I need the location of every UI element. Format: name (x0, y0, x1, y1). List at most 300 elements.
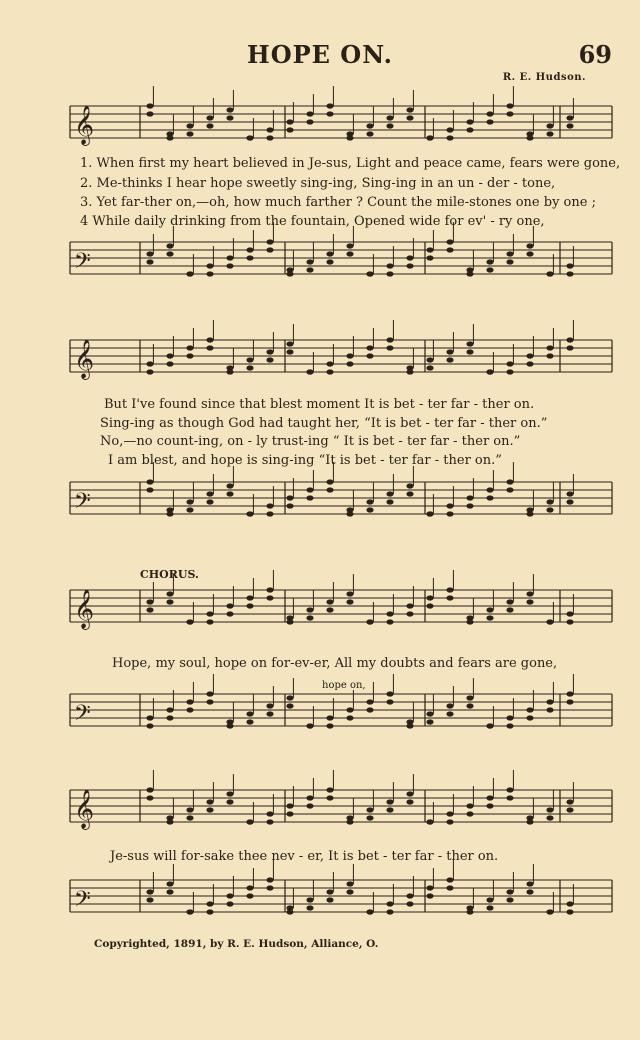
note-head (446, 503, 453, 508)
note-head (306, 111, 313, 116)
note-head (286, 619, 293, 624)
note-head (146, 787, 153, 792)
note-head (306, 119, 313, 124)
note-head (186, 131, 193, 136)
note-head (526, 599, 533, 604)
note-head (246, 711, 253, 716)
note-head (486, 897, 493, 902)
note-head (526, 243, 533, 248)
note-head (506, 787, 513, 792)
verse-2-line-2: Sing-ing as though God had taught her, “It is bet - ter far - ther on.” (100, 416, 548, 431)
note-head (526, 251, 533, 256)
note-head (406, 603, 413, 608)
treble-clef-icon: 𝄞 (74, 789, 95, 829)
bass-clef-icon: 𝄢 (74, 249, 91, 279)
note-head (286, 341, 293, 346)
final-bass-staff (0, 874, 640, 934)
note-head (186, 707, 193, 712)
note-head (546, 123, 553, 128)
note-head (546, 507, 553, 512)
note-head (226, 901, 233, 906)
note-head (566, 123, 573, 128)
note-head (386, 271, 393, 276)
note-head (326, 111, 333, 116)
note-head (426, 135, 433, 140)
note-head (406, 255, 413, 260)
note-head (306, 259, 313, 264)
note-head (166, 599, 173, 604)
note-head (306, 795, 313, 800)
note-head (326, 897, 333, 902)
note-head (426, 255, 433, 260)
note-head (446, 595, 453, 600)
note-head (146, 103, 153, 108)
note-head (326, 487, 333, 492)
chorus-treble-staff (0, 584, 640, 644)
note-head (406, 611, 413, 616)
note-head (566, 901, 573, 906)
note-head (146, 251, 153, 256)
note-head (506, 259, 513, 264)
note-head (206, 263, 213, 268)
note-head (146, 897, 153, 902)
note-head (346, 135, 353, 140)
note-head (546, 699, 553, 704)
note-head (206, 799, 213, 804)
note-head (146, 259, 153, 264)
note-head (266, 239, 273, 244)
note-head (306, 905, 313, 910)
note-head (426, 603, 433, 608)
treble-clef-icon: 𝄞 (74, 105, 95, 145)
note-head (566, 337, 573, 342)
note-head (346, 881, 353, 886)
note-head (406, 263, 413, 268)
note-head (506, 723, 513, 728)
bass-clef-icon: 𝄢 (74, 489, 91, 519)
note-head (226, 369, 233, 374)
note-head (226, 115, 233, 120)
note-head (386, 263, 393, 268)
note-head (466, 119, 473, 124)
note-head (366, 619, 373, 624)
note-head (306, 369, 313, 374)
note-head (326, 599, 333, 604)
bass-clef-icon: 𝄢 (74, 887, 91, 917)
note-head (426, 893, 433, 898)
note-head (246, 719, 253, 724)
note-head (166, 135, 173, 140)
note-head (266, 703, 273, 708)
note-head (566, 691, 573, 696)
note-head (346, 591, 353, 596)
note-head (226, 603, 233, 608)
note-head (166, 251, 173, 256)
note-head (206, 345, 213, 350)
note-head (366, 499, 373, 504)
note-head (206, 337, 213, 342)
note-head (426, 357, 433, 362)
note-head (526, 361, 533, 366)
note-head (326, 103, 333, 108)
note-head (286, 271, 293, 276)
verse-1-line-1: 1. When first my heart believed in Je-sus, Light and peace came, fears were gone, (80, 156, 621, 171)
note-head (286, 803, 293, 808)
note-head (186, 123, 193, 128)
note-head (366, 699, 373, 704)
note-head (326, 479, 333, 484)
note-head (146, 715, 153, 720)
note-head (266, 247, 273, 252)
note-head (546, 807, 553, 812)
chorus-line-2: Je-sus will for-sake thee nev - er, It is bet - ter far - ther on. (110, 849, 499, 864)
note-head (506, 103, 513, 108)
note-head (466, 271, 473, 276)
note-head (186, 807, 193, 812)
note-head (206, 491, 213, 496)
system-2-treble-staff (0, 334, 640, 394)
note-head (486, 111, 493, 116)
note-head (526, 591, 533, 596)
note-head (546, 909, 553, 914)
note-head (246, 365, 253, 370)
note-head (346, 707, 353, 712)
chorus-label: CHORUS. (140, 568, 199, 581)
note-head (546, 353, 553, 358)
chorus-line-1: Hope, my soul, hope on for-ev-er, All my doubts and fears are gone, (112, 656, 558, 671)
note-head (566, 909, 573, 914)
note-head (526, 881, 533, 886)
note-head (146, 599, 153, 604)
note-head (486, 795, 493, 800)
note-head (346, 819, 353, 824)
composer-credit: R. E. Hudson. (502, 72, 586, 83)
note-head (526, 889, 533, 894)
note-head (506, 111, 513, 116)
note-head (446, 703, 453, 708)
note-head (266, 819, 273, 824)
note-head (446, 511, 453, 516)
note-head (386, 123, 393, 128)
note-head (506, 897, 513, 902)
note-head (486, 119, 493, 124)
note-head (546, 815, 553, 820)
note-head (146, 723, 153, 728)
note-head (466, 503, 473, 508)
note-head (186, 619, 193, 624)
note-head (306, 897, 313, 902)
note-head (386, 115, 393, 120)
note-head (246, 885, 253, 890)
system-2-bass-staff (0, 476, 640, 536)
note-head (146, 795, 153, 800)
bass-clef-icon: 𝄢 (74, 701, 91, 731)
note-head (286, 703, 293, 708)
final-treble-staff (0, 784, 640, 844)
verse-3-line-2: No,—no count-ing, on - ly trust-ing “ It is bet - ter far - ther on.” (100, 434, 521, 449)
verse-3-line-1: 3. Yet far-ther on,—oh, how much farther ? Count the mile-stones one by one ; (80, 195, 596, 210)
note-head (206, 691, 213, 696)
note-head (166, 881, 173, 886)
note-head (466, 495, 473, 500)
note-head (226, 263, 233, 268)
note-head (246, 247, 253, 252)
note-head (486, 495, 493, 500)
note-head (386, 611, 393, 616)
note-head (406, 115, 413, 120)
note-head (526, 353, 533, 358)
note-head (186, 507, 193, 512)
note-head (506, 795, 513, 800)
note-head (526, 819, 533, 824)
note-head (466, 909, 473, 914)
note-head (466, 127, 473, 132)
note-head (306, 607, 313, 612)
note-head (206, 271, 213, 276)
note-head (326, 889, 333, 894)
note-head (266, 885, 273, 890)
note-head (546, 499, 553, 504)
note-head (566, 619, 573, 624)
note-head (426, 365, 433, 370)
note-head (166, 889, 173, 894)
note-head (266, 135, 273, 140)
note-head (206, 123, 213, 128)
note-head (566, 263, 573, 268)
note-head (446, 349, 453, 354)
note-head (286, 349, 293, 354)
copyright-notice: Copyrighted, 1891, by R. E. Hudson, Alliance, O. (94, 938, 379, 950)
note-head (486, 615, 493, 620)
note-head (546, 707, 553, 712)
note-head (306, 803, 313, 808)
note-head (206, 115, 213, 120)
note-head (206, 499, 213, 504)
note-head (206, 807, 213, 812)
note-head (226, 791, 233, 796)
note-head (266, 127, 273, 132)
system-1-bass-staff (0, 236, 640, 296)
note-head (346, 243, 353, 248)
note-head (446, 357, 453, 362)
note-head (186, 271, 193, 276)
note-head (346, 889, 353, 894)
note-head (566, 699, 573, 704)
note-head (366, 707, 373, 712)
note-head (506, 599, 513, 604)
note-head (486, 259, 493, 264)
note-head (406, 791, 413, 796)
note-head (406, 901, 413, 906)
note-head (386, 345, 393, 350)
note-head (186, 353, 193, 358)
verse-2-line-1: 2. Me-thinks I hear hope sweetly sing-ing, Sing-ing in an un - der - tone, (80, 176, 556, 191)
note-head (346, 353, 353, 358)
note-head (346, 251, 353, 256)
note-head (286, 695, 293, 700)
note-head (266, 357, 273, 362)
note-head (186, 499, 193, 504)
note-head (486, 369, 493, 374)
note-head (486, 487, 493, 492)
note-head (186, 909, 193, 914)
note-head (246, 603, 253, 608)
note-head (226, 799, 233, 804)
note-head (386, 691, 393, 696)
note-head (506, 369, 513, 374)
note-head (386, 901, 393, 906)
note-head (286, 495, 293, 500)
treble-clef-icon: 𝄞 (74, 339, 95, 379)
note-head (166, 715, 173, 720)
note-head (366, 271, 373, 276)
note-head (406, 369, 413, 374)
note-head (486, 803, 493, 808)
page-number: 69 (578, 40, 612, 69)
note-head (466, 695, 473, 700)
note-head (226, 491, 233, 496)
note-head (566, 611, 573, 616)
verse-1-line-2: But I've found since that blest moment It is bet - ter far - ther on. (104, 397, 535, 412)
note-head (246, 255, 253, 260)
note-head (386, 807, 393, 812)
note-head (466, 349, 473, 354)
note-head (206, 901, 213, 906)
note-head (466, 619, 473, 624)
note-head (326, 361, 333, 366)
note-head (166, 243, 173, 248)
note-head (266, 349, 273, 354)
note-head (426, 511, 433, 516)
note-head (226, 723, 233, 728)
note-head (166, 819, 173, 824)
note-head (506, 607, 513, 612)
note-head (426, 719, 433, 724)
note-head (286, 119, 293, 124)
note-head (406, 799, 413, 804)
note-head (526, 707, 533, 712)
note-head (446, 711, 453, 716)
note-head (286, 127, 293, 132)
note-head (206, 699, 213, 704)
hymn-title: HOPE ON. (247, 40, 393, 69)
note-head (406, 107, 413, 112)
note-head (346, 599, 353, 604)
note-head (326, 787, 333, 792)
note-head (386, 619, 393, 624)
note-head (566, 345, 573, 350)
note-head (386, 337, 393, 342)
note-head (306, 615, 313, 620)
note-head (186, 345, 193, 350)
note-head (446, 239, 453, 244)
bass-cue-text: hope on, (322, 680, 366, 691)
note-head (506, 251, 513, 256)
note-head (226, 107, 233, 112)
note-head (166, 353, 173, 358)
note-head (366, 353, 373, 358)
note-head (446, 877, 453, 882)
note-head (166, 511, 173, 516)
note-head (446, 127, 453, 132)
note-head (446, 819, 453, 824)
chorus-bass-staff (0, 688, 640, 748)
note-head (486, 607, 493, 612)
note-head (266, 503, 273, 508)
note-head (226, 611, 233, 616)
note-head (146, 111, 153, 116)
note-head (366, 507, 373, 512)
note-head (166, 591, 173, 596)
note-head (166, 707, 173, 712)
verse-4-line-2: I am blest, and hope is sing-ing “It is bet - ter far - ther on.” (108, 453, 502, 468)
note-head (446, 135, 453, 140)
note-head (506, 889, 513, 894)
note-head (326, 715, 333, 720)
note-head (486, 267, 493, 272)
note-head (326, 369, 333, 374)
note-head (406, 893, 413, 898)
note-head (466, 703, 473, 708)
verse-4-line-1: 4 While daily drinking from the fountain, Opened wide for ev' - ry one, (80, 214, 545, 229)
note-head (326, 607, 333, 612)
note-head (326, 795, 333, 800)
note-head (446, 587, 453, 592)
note-head (346, 361, 353, 366)
note-head (406, 483, 413, 488)
note-head (206, 619, 213, 624)
note-head (326, 723, 333, 728)
note-head (246, 357, 253, 362)
note-head (246, 819, 253, 824)
note-head (186, 815, 193, 820)
note-head (226, 483, 233, 488)
note-head (446, 247, 453, 252)
note-head (286, 503, 293, 508)
note-head (426, 711, 433, 716)
note-head (146, 889, 153, 894)
note-head (466, 803, 473, 808)
note-head (546, 345, 553, 350)
note-head (526, 715, 533, 720)
note-head (566, 499, 573, 504)
note-head (526, 511, 533, 516)
note-head (326, 251, 333, 256)
note-head (426, 885, 433, 890)
note-head (206, 611, 213, 616)
note-head (486, 723, 493, 728)
note-head (566, 271, 573, 276)
note-head (266, 595, 273, 600)
note-head (506, 487, 513, 492)
system-1-treble-staff (0, 100, 640, 160)
note-head (246, 595, 253, 600)
note-head (266, 511, 273, 516)
note-head (266, 711, 273, 716)
note-head (366, 815, 373, 820)
note-head (446, 885, 453, 890)
note-head (426, 595, 433, 600)
note-head (386, 499, 393, 504)
note-head (166, 361, 173, 366)
note-head (386, 491, 393, 496)
note-head (446, 811, 453, 816)
note-head (146, 361, 153, 366)
note-head (146, 479, 153, 484)
note-head (186, 699, 193, 704)
note-head (366, 807, 373, 812)
note-head (326, 259, 333, 264)
